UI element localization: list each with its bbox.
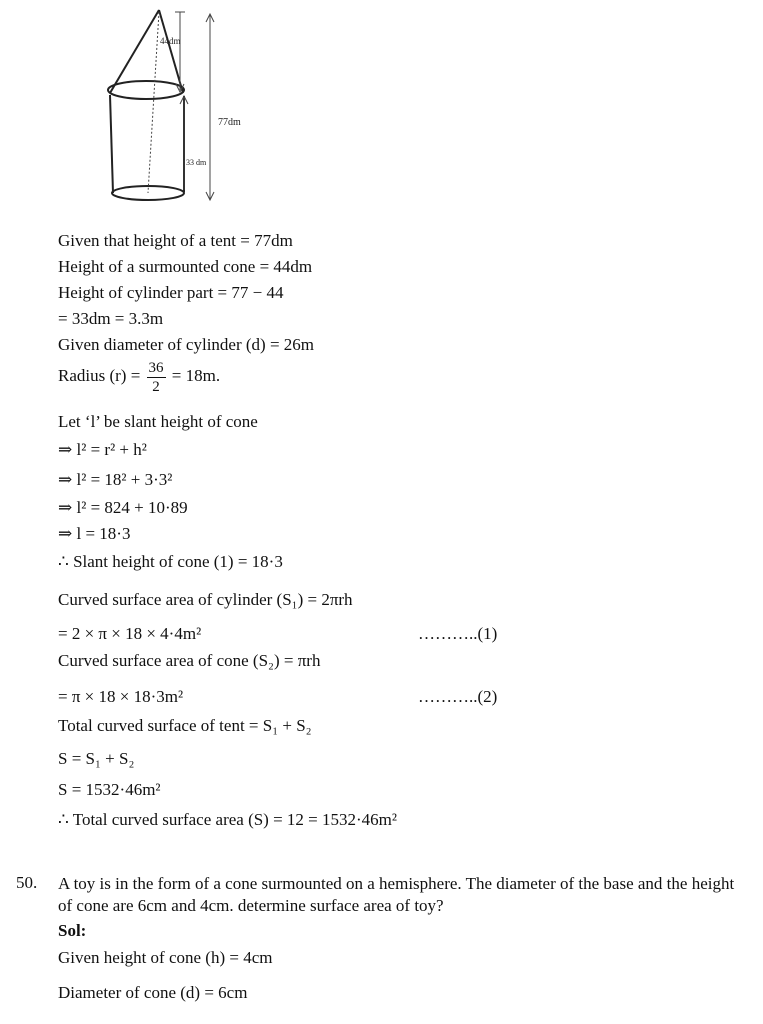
line-slant-intro: Let ‘l’ be slant height of cone xyxy=(58,412,258,431)
line-cylinder-height: Height of cylinder part = 77 − 44 xyxy=(58,283,284,302)
equation-tag-1: ………..(1) xyxy=(418,624,498,643)
radius-fraction xyxy=(147,359,166,396)
line-csa-cylinder: Curved surface area of cylinder (S₁) = 2πrh xyxy=(58,590,353,609)
line-final-answer: ∴ Total curved surface area (S) = 12 = 1532·46m² xyxy=(58,810,398,829)
line-slant-sum: ⇒ l² = 824 + 10·89 xyxy=(58,498,188,517)
total-height-label: 77dm xyxy=(218,117,241,128)
line-tent-height: Given that height of a tent = 77dm xyxy=(58,231,293,250)
cone-height-label: 44dm xyxy=(160,36,181,46)
line-total-csa: Total curved surface of tent = S₁ + S₂ xyxy=(58,716,312,735)
question-text: A toy is in the form of a cone surmounted on a hemisphere. The diameter of the base and the height of cone are 6cm and 4cm. determine surface area of toy? xyxy=(58,874,735,915)
cylinder-height-label: 33 dm xyxy=(186,158,207,167)
cylinder-left-edge xyxy=(110,95,113,193)
line-slant-result: ⇒ l = 18·3 xyxy=(58,524,131,543)
radius-prefix: Radius (r) = xyxy=(58,366,141,385)
line-csa-cone: Curved surface area of cone (S₂) = πrh xyxy=(58,651,321,670)
line-cone-height: Height of a surmounted cone = 44dm xyxy=(58,257,313,276)
fraction-numerator: 36 xyxy=(148,359,164,376)
question-number: 50. xyxy=(16,873,38,892)
cone-base-ellipse xyxy=(108,81,184,99)
line-sum-value: S = 1532·46m² xyxy=(58,780,161,799)
line-radius xyxy=(58,357,220,396)
line-given-cone-height: Given height of cone (h) = 4cm xyxy=(58,948,273,967)
radius-suffix: = 18m. xyxy=(171,366,221,385)
line-slant-formula: ⇒ l² = r² + h² xyxy=(58,440,147,459)
fraction-denominator: 2 xyxy=(152,378,160,395)
equation-tag-2: ………..(2) xyxy=(418,687,498,706)
line-cylinder-height-result: = 33dm = 3.3m xyxy=(58,309,164,328)
axis-line xyxy=(148,12,159,193)
line-sum: S = S₁ + S₂ xyxy=(58,749,135,768)
line-slant-conclusion: ∴ Slant height of cone (1) = 18·3 xyxy=(58,552,283,571)
line-slant-substitution: ⇒ l² = 18² + 3·3² xyxy=(58,470,173,489)
tent-figure xyxy=(50,0,280,215)
line-given-cone-diameter: Diameter of cone (d) = 6cm xyxy=(58,983,248,1002)
cone-right-edge xyxy=(159,10,183,93)
line-diameter: Given diameter of cylinder (d) = 26m xyxy=(58,335,315,354)
line-csa-cylinder-value: = 2 × π × 18 × 4·4m² xyxy=(58,624,202,643)
solution-label: Sol: xyxy=(58,921,87,940)
line-csa-cone-value: = π × 18 × 18·3m² xyxy=(58,687,184,706)
